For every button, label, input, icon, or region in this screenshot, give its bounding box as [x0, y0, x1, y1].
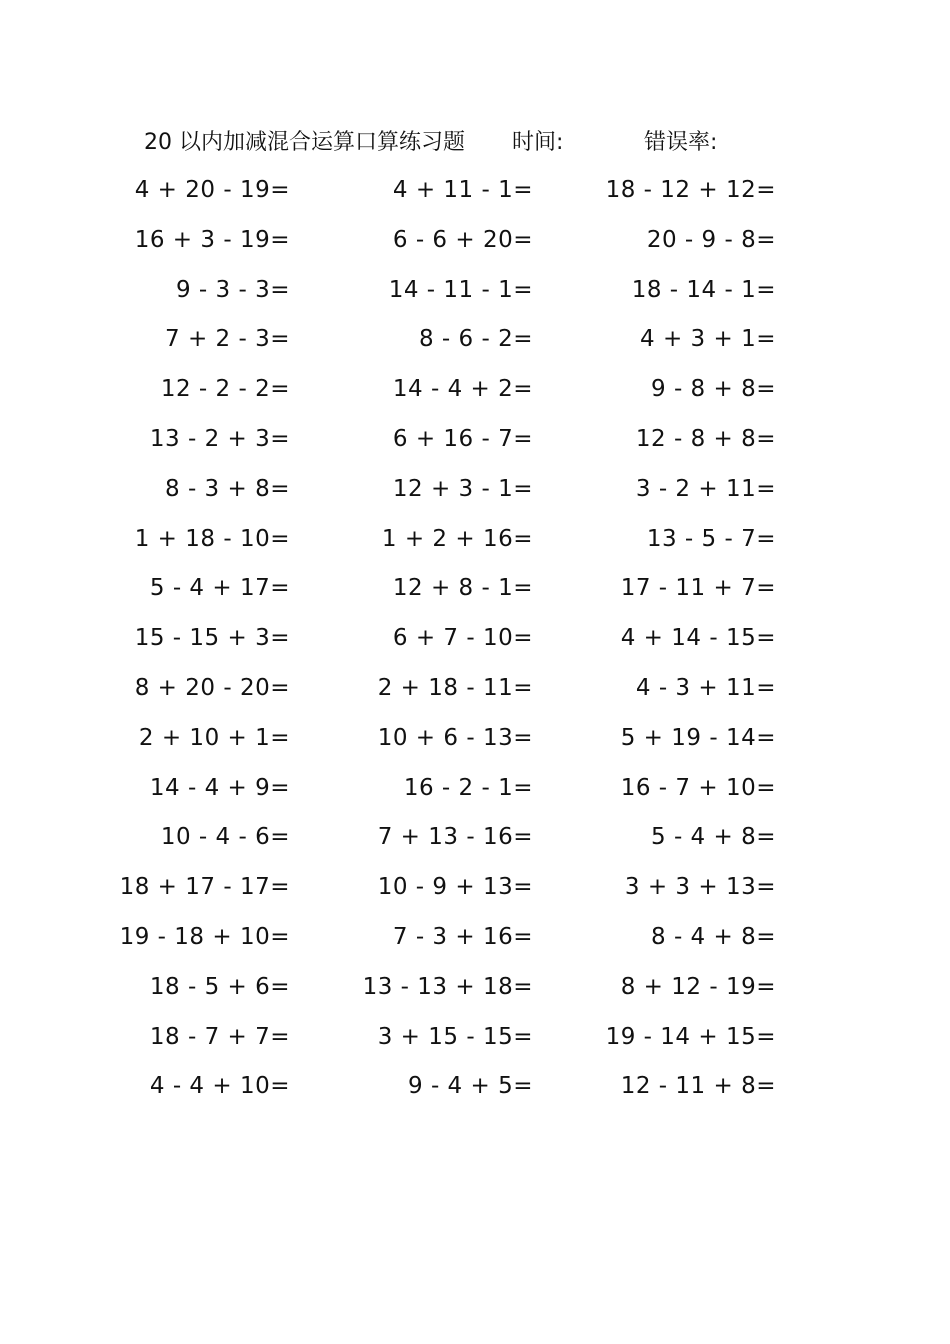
problem-item: 6 + 7 - 10=: [392, 625, 533, 652]
problem-item: 4 - 3 + 11=: [635, 674, 776, 701]
problem-column-2: [335, 168, 535, 1118]
problem-item: 16 + 3 - 19=: [134, 226, 290, 253]
worksheet-title: 20 以内加减混合运算口算练习题: [144, 130, 465, 155]
problem-item: 8 - 6 - 2=: [418, 326, 533, 353]
problem-item: 10 + 6 - 13=: [377, 724, 533, 751]
problem-item: 3 + 15 - 15=: [377, 1023, 533, 1050]
problem-item: 4 + 14 - 15=: [620, 625, 776, 652]
problem-item: 16 - 7 + 10=: [620, 774, 776, 801]
problem-item: 3 - 2 + 11=: [635, 475, 776, 502]
problem-item: 5 - 4 + 17=: [149, 575, 290, 602]
problem-item: 1 + 2 + 16=: [381, 525, 533, 552]
problem-item: 18 - 12 + 12=: [605, 177, 776, 203]
problem-item: 14 - 4 + 9=: [149, 774, 290, 801]
problem-item: 10 - 9 + 13=: [377, 874, 533, 901]
problem-item: 4 + 11 - 1=: [392, 177, 533, 203]
problem-item: 9 - 8 + 8=: [651, 376, 776, 403]
problem-item: 19 - 14 + 15=: [605, 1023, 776, 1050]
problem-item: 6 + 16 - 7=: [392, 425, 533, 452]
time-label: 时间:: [512, 130, 564, 155]
problem-item: 7 + 2 - 3=: [165, 326, 290, 353]
problem-column-1: [92, 168, 292, 1118]
problem-item: 9 - 4 + 5=: [408, 1073, 533, 1100]
problem-item: 13 - 13 + 18=: [362, 973, 533, 1000]
problem-item: 6 - 6 + 20=: [392, 226, 533, 253]
error-rate-label: 错误率:: [644, 130, 718, 155]
problem-item: 18 - 5 + 6=: [149, 973, 290, 1000]
problem-item: 15 - 15 + 3=: [134, 625, 290, 652]
problem-item: 10 - 4 - 6=: [160, 824, 290, 851]
problem-item: 12 - 11 + 8=: [620, 1073, 776, 1100]
worksheet-header: [144, 126, 804, 160]
problem-item: 17 - 11 + 7=: [620, 575, 776, 602]
problem-item: 2 + 18 - 11=: [377, 674, 533, 701]
problem-item: 20 - 9 - 8=: [646, 226, 776, 253]
problem-item: 3 + 3 + 13=: [624, 874, 776, 901]
problem-item: 14 - 4 + 2=: [392, 376, 533, 403]
problem-item: 8 - 3 + 8=: [165, 475, 290, 502]
problem-item: 13 - 2 + 3=: [149, 425, 290, 452]
problem-item: 1 + 18 - 10=: [134, 525, 290, 552]
problem-item: 12 + 3 - 1=: [392, 475, 533, 502]
problem-item: 2 + 10 + 1=: [138, 724, 290, 751]
problem-item: 7 + 13 - 16=: [377, 824, 533, 851]
problem-item: 7 - 3 + 16=: [392, 923, 533, 950]
problem-item: 8 + 20 - 20=: [134, 674, 290, 701]
problem-item: 9 - 3 - 3=: [175, 276, 290, 303]
problem-item: 12 - 2 - 2=: [160, 376, 290, 403]
problem-item: 8 - 4 + 8=: [651, 923, 776, 950]
problem-item: 4 + 20 - 19=: [134, 177, 290, 203]
problem-item: 5 + 19 - 14=: [620, 724, 776, 751]
problem-item: 18 - 7 + 7=: [149, 1023, 290, 1050]
problem-item: 8 + 12 - 19=: [620, 973, 776, 1000]
problem-item: 14 - 11 - 1=: [388, 276, 533, 303]
problem-item: 16 - 2 - 1=: [403, 774, 533, 801]
problem-column-3: [578, 168, 778, 1118]
problem-item: 18 - 14 - 1=: [631, 276, 776, 303]
problem-item: 12 - 8 + 8=: [635, 425, 776, 452]
problem-grid: [0, 168, 950, 1118]
problem-item: 13 - 5 - 7=: [646, 525, 776, 552]
problem-item: 4 - 4 + 10=: [149, 1073, 290, 1100]
problem-item: 18 + 17 - 17=: [119, 874, 290, 901]
problem-item: 5 - 4 + 8=: [651, 824, 776, 851]
problem-item: 19 - 18 + 10=: [119, 923, 290, 950]
problem-item: 12 + 8 - 1=: [392, 575, 533, 602]
problem-item: 4 + 3 + 1=: [640, 326, 776, 353]
